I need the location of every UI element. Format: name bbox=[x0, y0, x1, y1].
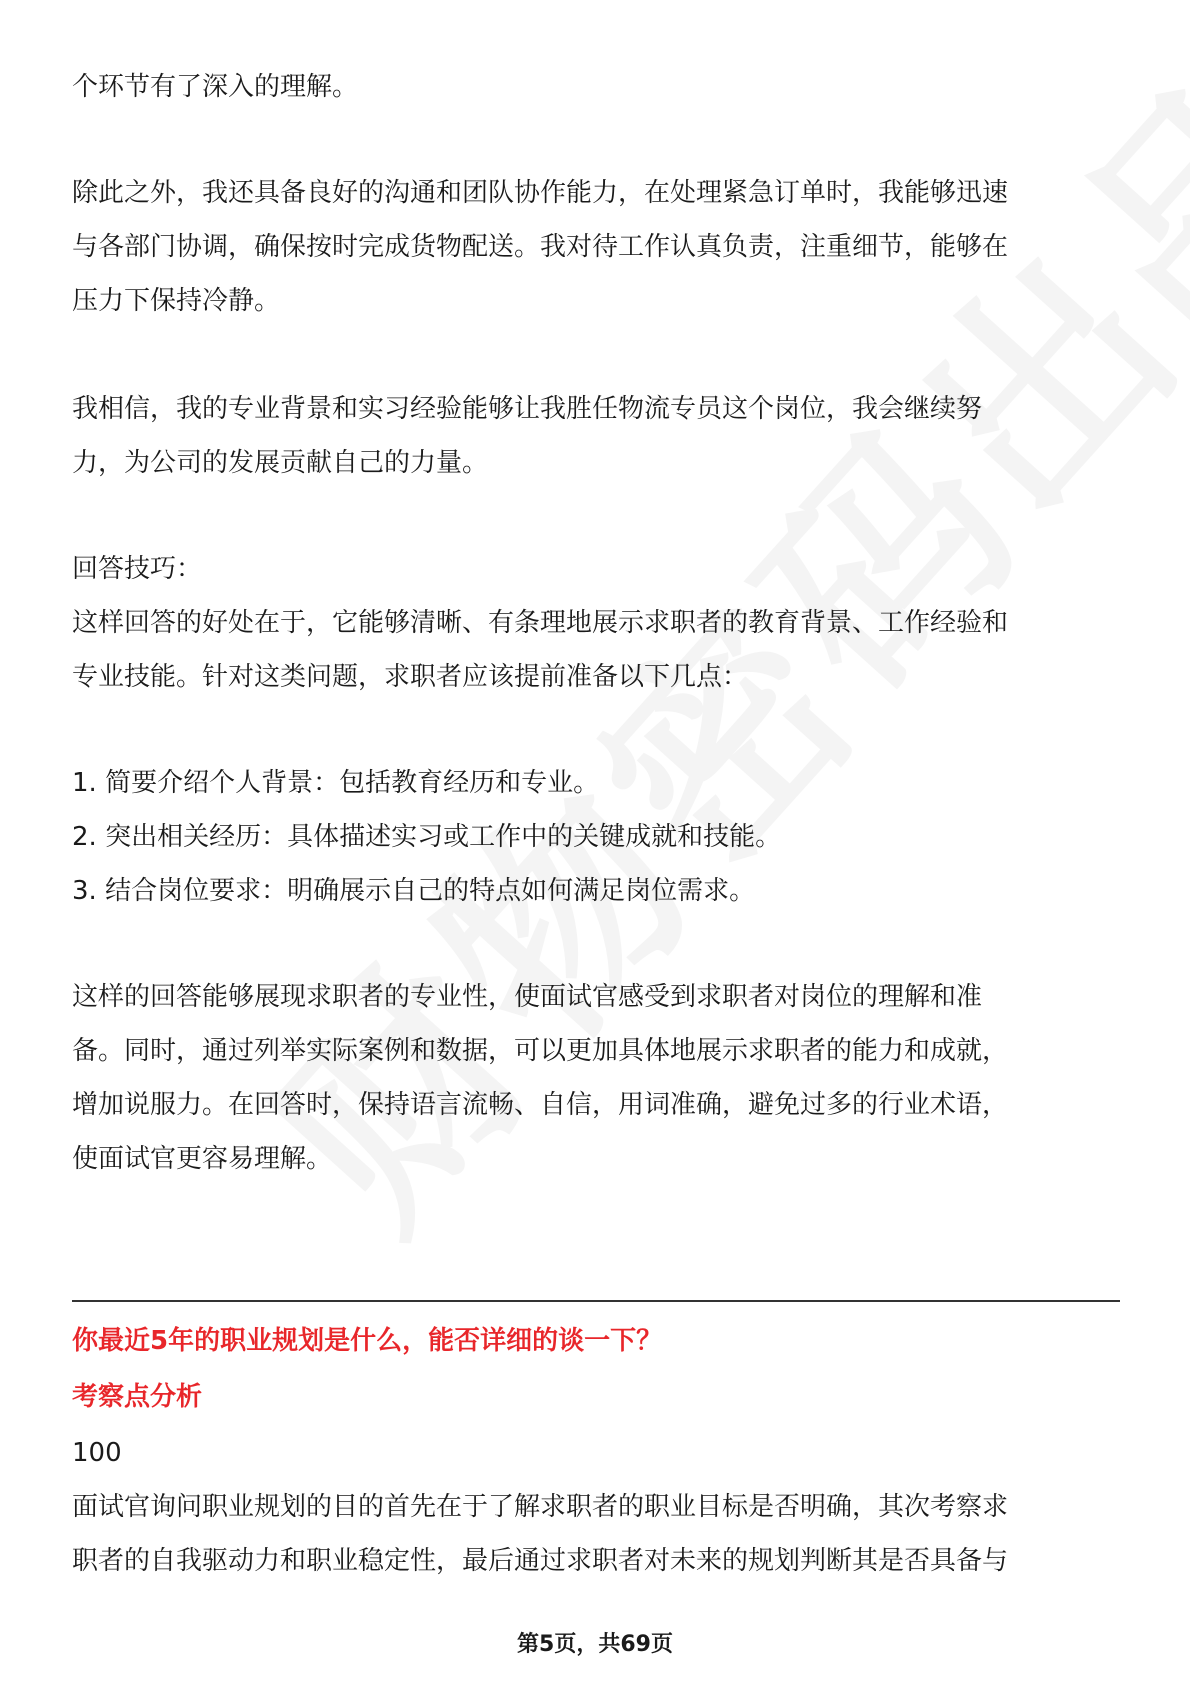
section-label: 回答技巧： bbox=[72, 554, 203, 584]
paragraph-line: 与各部门协调，确保按时完成货物配送。我对待工作认真负责，注重细节，能够在 bbox=[72, 232, 1009, 262]
paragraph-line: 增加说服力。在回答时，保持语言流畅、自信，用词准确，避免过多的行业术语， bbox=[72, 1090, 1009, 1120]
paragraph-line: 这样回答的好处在于，它能够清晰、有条理地展示求职者的教育背景、工作经验和 bbox=[72, 608, 1009, 638]
paragraph-line: 使面试官更容易理解。 bbox=[72, 1144, 333, 1174]
paragraph-line: 我相信，我的专业背景和实习经验能够让我胜任物流专员这个岗位，我会继续努 bbox=[72, 394, 983, 424]
paragraph-line: 个环节有了深入的理解。 bbox=[72, 72, 359, 102]
paragraph-line: 除此之外，我还具备良好的沟通和团队协作能力，在处理紧急订单时，我能够迅速 bbox=[72, 178, 1009, 208]
list-item: 1. 简要介绍个人背景：包括教育经历和专业。 bbox=[72, 768, 600, 798]
paragraph-line: 专业技能。针对这类问题，求职者应该提前准备以下几点： bbox=[72, 662, 749, 692]
list-item: 2. 突出相关经历：具体描述实习或工作中的关键成就和技能。 bbox=[72, 822, 782, 852]
paragraph-line: 职者的自我驱动力和职业稳定性，最后通过求职者对未来的规划判断其是否具备与 bbox=[72, 1546, 1009, 1576]
paragraph-line: 压力下保持冷静。 bbox=[72, 286, 281, 316]
score-value: 100 bbox=[72, 1438, 122, 1468]
paragraph-line: 力，为公司的发展贡献自己的力量。 bbox=[72, 448, 489, 478]
page-number: 第5页，共69页 bbox=[517, 1632, 673, 1657]
paragraph-line: 面试官询问职业规划的目的首先在于了解求职者的职业目标是否明确，其次考察求 bbox=[72, 1492, 1009, 1522]
paragraph-line: 备。同时，通过列举实际案例和数据，可以更加具体地展示求职者的能力和成就， bbox=[72, 1036, 1009, 1066]
question-heading: 你最近5年的职业规划是什么，能否详细的谈一下？ bbox=[72, 1326, 663, 1356]
section-divider bbox=[72, 1300, 1120, 1302]
paragraph-line: 这样的回答能够展现求职者的专业性，使面试官感受到求职者对岗位的理解和准 bbox=[72, 982, 983, 1012]
list-item: 3. 结合岗位要求：明确展示自己的特点如何满足岗位需求。 bbox=[72, 876, 756, 906]
analysis-heading: 考察点分析 bbox=[72, 1382, 203, 1412]
